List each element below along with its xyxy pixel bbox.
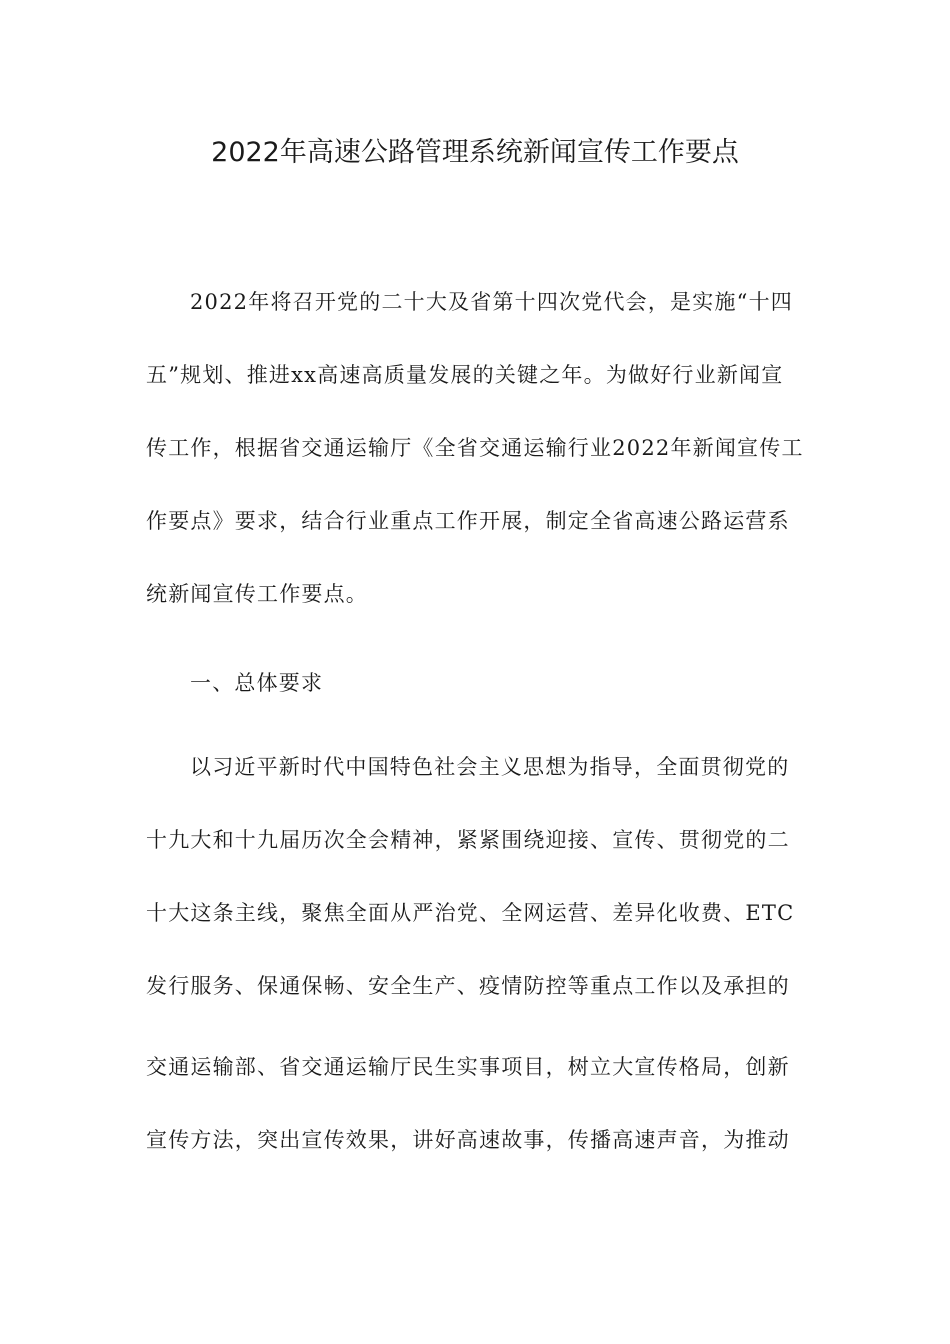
section-line-3: 十大这条主线，聚焦全面从严治党、全网运营、差异化收费、ETC [146, 901, 795, 925]
section-heading: 一、总体要求 [190, 671, 324, 695]
intro-line-2: 五”规划、推进xx高速高质量发展的关键之年。为做好行业新闻宣 [146, 363, 784, 387]
section-line-6: 宣传方法，突出宣传效果，讲好高速故事，传播高速声音，为推动 [146, 1128, 790, 1152]
section-line-1: 以习近平新时代中国特色社会主义思想为指导，全面贯彻党的 [190, 755, 790, 779]
intro-line-5: 统新闻宣传工作要点。 [146, 582, 368, 606]
intro-line-4: 作要点》要求，结合行业重点工作开展，制定全省高速公路运营系 [146, 509, 790, 533]
intro-line-3: 传工作，根据省交通运输厅《全省交通运输行业2022年新闻宣传工 [146, 436, 804, 460]
section-line-4: 发行服务、保通保畅、安全生产、疫情防控等重点工作以及承担的 [146, 974, 790, 998]
document-title: 2022年高速公路管理系统新闻宣传工作要点 [211, 137, 739, 168]
section-line-5: 交通运输部、省交通运输厅民生实事项目，树立大宣传格局，创新 [146, 1055, 790, 1079]
section-line-2: 十九大和十九届历次全会精神，紧紧围绕迎接、宣传、贯彻党的二 [146, 828, 790, 852]
intro-line-1: 2022年将召开党的二十大及省第十四次党代会，是实施“十四 [190, 290, 793, 314]
